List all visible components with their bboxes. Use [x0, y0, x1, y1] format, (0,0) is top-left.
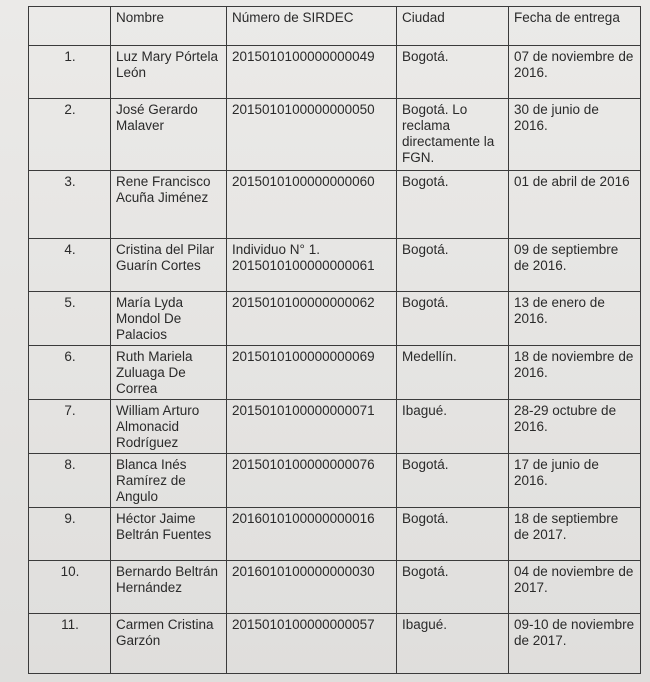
header-fecha: Fecha de entrega [509, 7, 641, 46]
row-sirdec: 2015010100000000071 [227, 400, 397, 454]
row-sirdec: 2015010100000000076 [227, 454, 397, 508]
row-number: 9. [29, 508, 111, 561]
table-row [29, 171, 641, 239]
row-nombre: María Lyda Mondol De Palacios [111, 292, 227, 346]
row-number: 8. [29, 454, 111, 508]
row-ciudad: Bogotá. [397, 454, 509, 508]
table-row [29, 614, 641, 674]
row-number: 3. [29, 171, 111, 239]
row-nombre: Cristina del Pilar Guarín Cortes [111, 239, 227, 292]
table-row [29, 239, 641, 292]
row-nombre: Luz Mary Pórtela León [111, 46, 227, 99]
row-sirdec: Individuo N° 1. 2015010100000000061 [227, 239, 397, 292]
row-number: 5. [29, 292, 111, 346]
row-ciudad: Bogotá. Lo reclama directamente la FGN. [397, 99, 509, 171]
row-sirdec: 2016010100000000030 [227, 561, 397, 614]
row-nombre: Bernardo Beltrán Hernández [111, 561, 227, 614]
header-ciudad: Ciudad [397, 7, 509, 46]
delivery-table [28, 6, 641, 674]
row-number: 6. [29, 346, 111, 400]
row-sirdec: 2015010100000000050 [227, 99, 397, 171]
row-number: 7. [29, 400, 111, 454]
row-number: 4. [29, 239, 111, 292]
row-sirdec: 2015010100000000057 [227, 614, 397, 674]
row-sirdec: 2015010100000000060 [227, 171, 397, 239]
table-row [29, 346, 641, 400]
row-ciudad: Bogotá. [397, 171, 509, 239]
row-ciudad: Ibagué. [397, 400, 509, 454]
table-header-row [29, 7, 641, 46]
table-row [29, 508, 641, 561]
row-fecha: 09-10 de noviembre de 2017. [509, 614, 641, 674]
row-sirdec: 2016010100000000016 [227, 508, 397, 561]
row-nombre: Blanca Inés Ramírez de Angulo [111, 454, 227, 508]
row-number: 11. [29, 614, 111, 674]
table-row [29, 561, 641, 614]
header-index [29, 7, 111, 46]
row-ciudad: Bogotá. [397, 239, 509, 292]
row-nombre: William Arturo Almonacid Rodríguez [111, 400, 227, 454]
header-nombre: Nombre [111, 7, 227, 46]
row-fecha: 18 de septiembre de 2017. [509, 508, 641, 561]
table-row [29, 46, 641, 99]
row-sirdec: 2015010100000000069 [227, 346, 397, 400]
row-number: 2. [29, 99, 111, 171]
row-ciudad: Bogotá. [397, 561, 509, 614]
row-fecha: 30 de junio de 2016. [509, 99, 641, 171]
row-fecha: 09 de septiembre de 2016. [509, 239, 641, 292]
row-number: 10. [29, 561, 111, 614]
row-sirdec: 2015010100000000062 [227, 292, 397, 346]
row-nombre: Héctor Jaime Beltrán Fuentes [111, 508, 227, 561]
row-ciudad: Medellín. [397, 346, 509, 400]
row-fecha: 13 de enero de 2016. [509, 292, 641, 346]
row-nombre: Ruth Mariela Zuluaga De Correa [111, 346, 227, 400]
row-ciudad: Bogotá. [397, 508, 509, 561]
header-sirdec: Número de SIRDEC [227, 7, 397, 46]
row-nombre: Rene Francisco Acuña Jiménez [111, 171, 227, 239]
row-fecha: 07 de noviembre de 2016. [509, 46, 641, 99]
row-number: 1. [29, 46, 111, 99]
row-sirdec: 2015010100000000049 [227, 46, 397, 99]
row-ciudad: Ibagué. [397, 614, 509, 674]
table-row [29, 400, 641, 454]
table-row [29, 292, 641, 346]
row-fecha: 17 de junio de 2016. [509, 454, 641, 508]
row-ciudad: Bogotá. [397, 292, 509, 346]
row-nombre: José Gerardo Malaver [111, 99, 227, 171]
row-ciudad: Bogotá. [397, 46, 509, 99]
table-row [29, 99, 641, 171]
row-fecha: 28-29 octubre de 2016. [509, 400, 641, 454]
row-fecha: 04 de noviembre de 2017. [509, 561, 641, 614]
row-fecha: 18 de noviembre de 2016. [509, 346, 641, 400]
row-fecha: 01 de abril de 2016 [509, 171, 641, 239]
table-row [29, 454, 641, 508]
row-nombre: Carmen Cristina Garzón [111, 614, 227, 674]
